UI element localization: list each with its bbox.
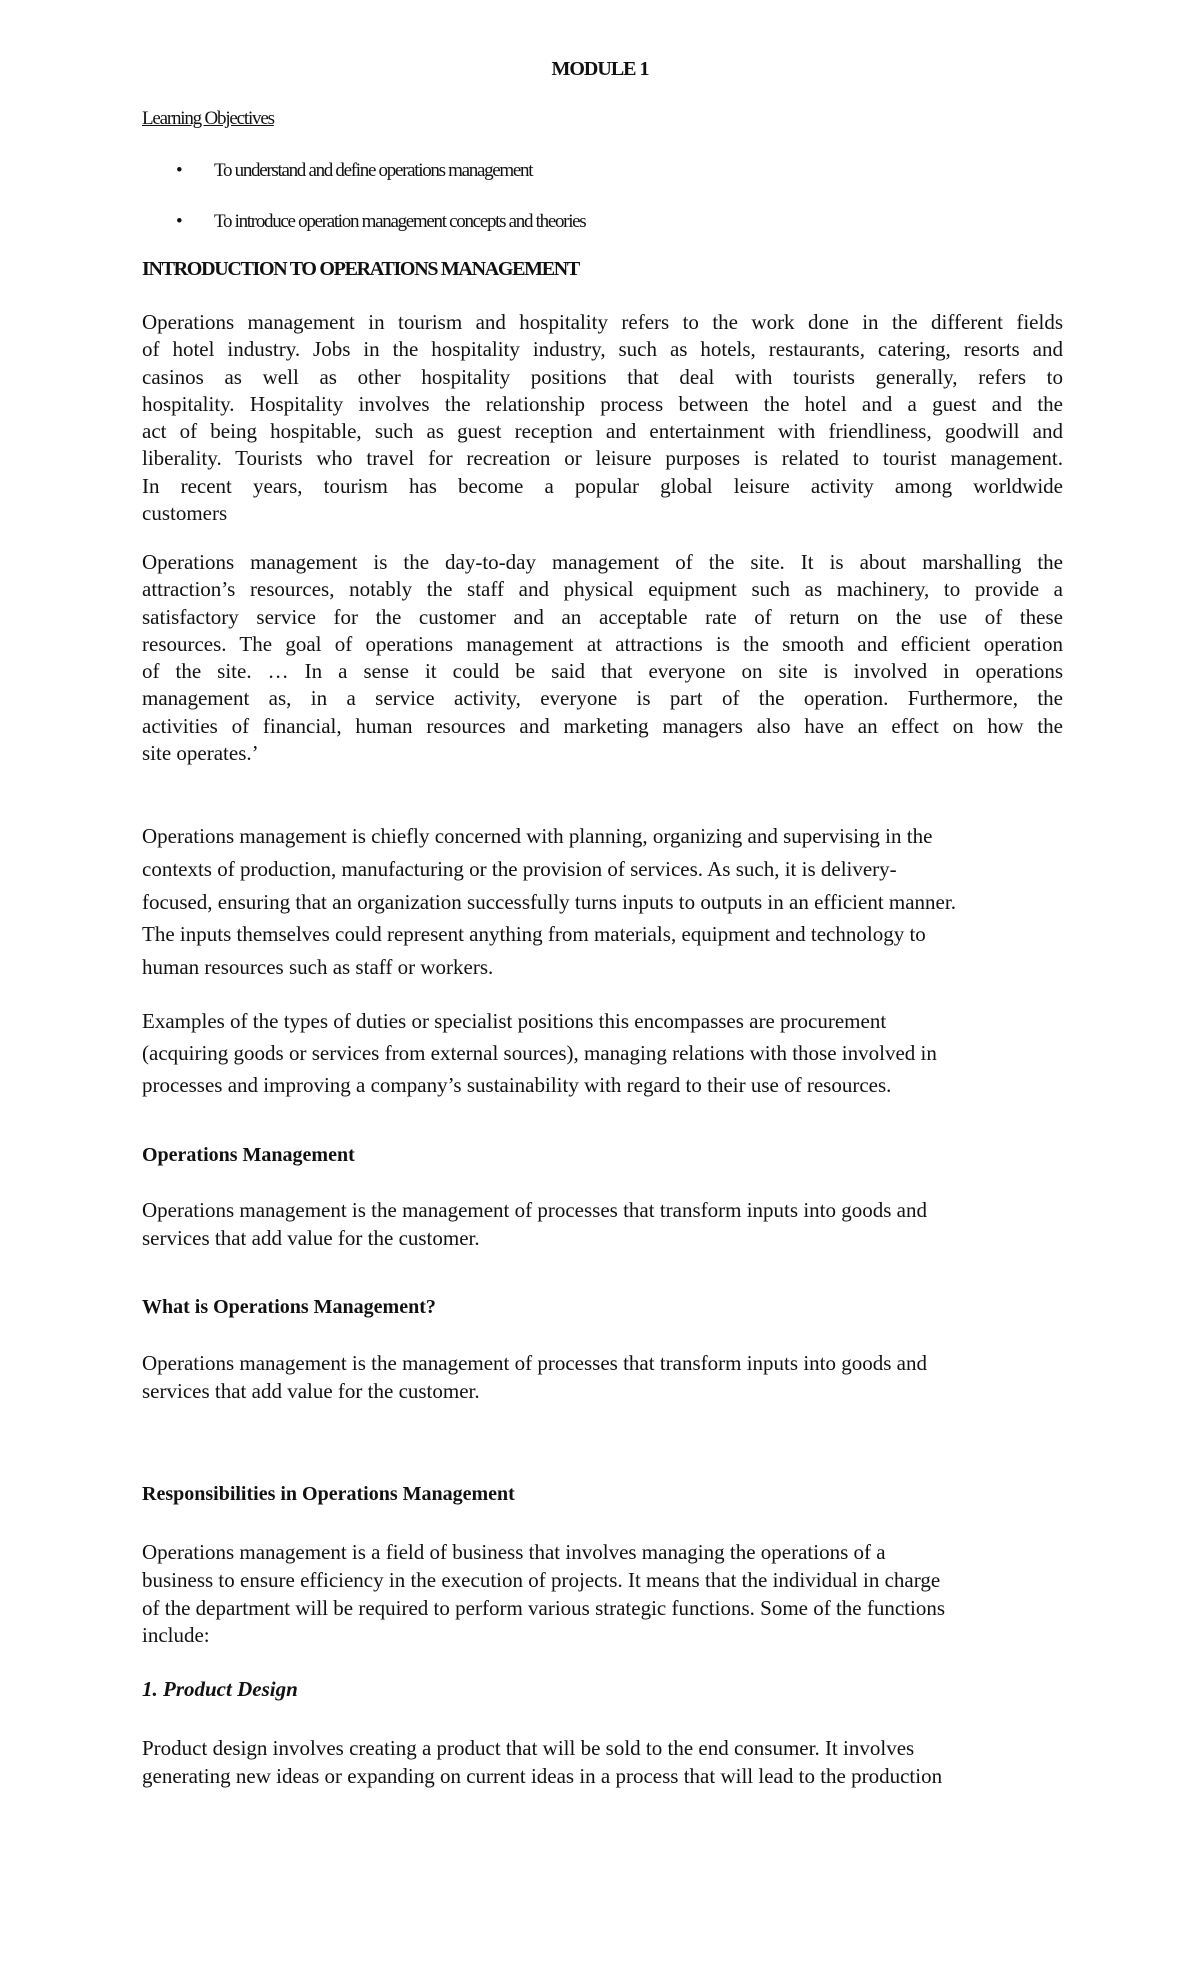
text-line: Operations management is the day-to-day management of the site. It is about marshalling the xyxy=(142,550,1063,574)
text-line: attraction’s resources, notably the staff and physical equipment such as machinery, to provide a xyxy=(142,577,1063,602)
section-heading: Operations Management xyxy=(142,1144,355,1166)
text-line: activities of financial, human resources and marketing managers also have an effect on how the xyxy=(142,713,1063,738)
text-line: services that add value for the customer. xyxy=(142,1379,480,1403)
text-line: hospitality. Hospitality involves the relationship process between the hotel and a guest and the xyxy=(142,391,1063,416)
paragraph-intro-3 xyxy=(142,820,1063,984)
text-line: focused, ensuring that an organization successfully turns inputs to outputs in an efficient manner. xyxy=(142,889,956,914)
text-line: customers xyxy=(142,501,228,526)
text-line: liberality. Tourists who travel for recreation or leisure purposes is related to tourist management. xyxy=(142,446,1063,471)
text-line: of the site. … In a sense it could be said that everyone on site is involved in operations xyxy=(142,659,1063,684)
text-line: processes and improving a company’s sustainability with regard to their use of resources. xyxy=(142,1073,892,1097)
text-line: In recent years, tourism has become a popular global leisure activity among worldwide xyxy=(142,473,1063,498)
text-line: Operations management is a field of business that involves managing the operations of a xyxy=(142,1540,886,1564)
objective-item xyxy=(176,160,532,182)
text-line: generating new ideas or expanding on current ideas in a process that will lead to the production xyxy=(142,1763,943,1788)
section-heading: What is Operations Management? xyxy=(142,1296,436,1318)
text-line: Examples of the types of duties or specialist positions this encompasses are procurement xyxy=(142,1009,887,1033)
text-line: The inputs themselves could represent anything from materials, equipment and technology to xyxy=(142,922,926,947)
text-line: satisfactory service for the customer and an acceptable rate of return on the use of these xyxy=(142,604,1063,629)
text-line: Operations management is the management of processes that transform inputs into goods and xyxy=(142,1351,927,1375)
text-line: of hotel industry. Jobs in the hospitality industry, such as hotels, restaurants, catering, resorts and xyxy=(142,337,1063,362)
section-paragraph xyxy=(142,1735,1063,1790)
section-paragraph xyxy=(142,1196,1063,1252)
module-title: MODULE 1 xyxy=(551,58,649,80)
section-paragraph xyxy=(142,1349,1063,1405)
text-line: resources. The goal of operations management at attractions is the smooth and efficient operation xyxy=(142,631,1063,656)
text-line: business to ensure efficiency in the execution of projects. It means that the individual in charge xyxy=(142,1567,941,1592)
text-line: Operations management is the management of processes that transform inputs into goods and xyxy=(142,1198,927,1222)
section-paragraph xyxy=(142,1539,1063,1650)
text-line: human resources such as staff or workers. xyxy=(142,955,494,980)
text-line: Operations management in tourism and hospitality refers to the work done in the different fields xyxy=(142,310,1063,334)
bullet-icon: • xyxy=(176,160,182,181)
text-line: services that add value for the customer. xyxy=(142,1226,480,1250)
paragraph-intro-4 xyxy=(142,1005,1063,1101)
paragraph-intro-1 xyxy=(142,309,1063,527)
intro-heading: INTRODUCTION TO OPERATIONS MANAGEMENT xyxy=(142,258,579,280)
text-line: management as, in a service activity, everyone is part of the operation. Furthermore, the xyxy=(142,686,1063,711)
learning-objectives-heading: Learning Objectives xyxy=(142,108,274,129)
bullet-icon: • xyxy=(176,211,182,232)
text-line: (acquiring goods or services from external sources), managing relations with those involved in xyxy=(142,1041,937,1065)
objective-text: To understand and define operations management xyxy=(214,160,533,181)
text-line: casinos as well as other hospitality positions that deal with tourists generally, refers to xyxy=(142,364,1063,389)
paragraph-intro-2 xyxy=(142,547,1063,765)
objective-text: To introduce operation management concepts and theories xyxy=(214,211,586,232)
text-line: include: xyxy=(142,1623,210,1648)
text-line: Product design involves creating a product that will be sold to the end consumer. It involves xyxy=(142,1736,915,1760)
text-line: of the department will be required to perform various strategic functions. Some of the functions xyxy=(142,1595,946,1620)
section-heading: 1. Product Design xyxy=(142,1677,298,1701)
text-line: act of being hospitable, such as guest reception and entertainment with friendliness, goodwill and xyxy=(142,419,1063,444)
text-line: Operations management is chiefly concerned with planning, organizing and supervising in the xyxy=(142,824,933,848)
text-line: site operates.’ xyxy=(142,741,259,766)
objective-item xyxy=(176,211,585,233)
text-line: contexts of production, manufacturing or the provision of services. As such, it is delivery- xyxy=(142,856,897,881)
section-heading: Responsibilities in Operations Management xyxy=(142,1483,515,1505)
